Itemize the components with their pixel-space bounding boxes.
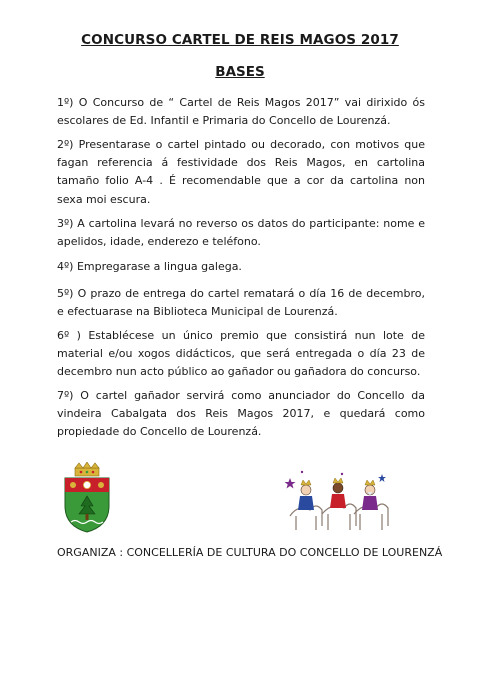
document-title: CONCURSO CARTEL DE REIS MAGOS 2017 — [81, 32, 399, 48]
rule-6: 6º ) Establécese un único premio que consistirá nun lote de material e/ou xogos didácticos, que será entregada o día 23 de decembro nun acto público ao gañador ou gañadora do concurso. — [57, 329, 425, 379]
rule-3: 3º) A cartolina levará no reverso os datos do participante: nome e apelidos, idade, enderezo e teléfono. — [57, 217, 425, 249]
rule-2: 2º) Presentarase o cartel pintado ou decorado, con motivos que fagan referencia á festividade dos Reis Magos, en cartolina tamaño folio A-4 . É recomendable que a cor da cartolina non sexa moi escura. — [57, 138, 425, 206]
organizer-note: ORGANIZA : CONCELLERÍA DE CULTURA DO CONCELLO DE LOURENZÁ — [57, 546, 443, 559]
three-kings-illustration — [282, 468, 390, 534]
rule-1: 1º) O Concurso de “ Cartel de Reis Magos 2017” vai dirixido ós escolares de Ed. Infantil e Primaria do Concello de Lourenzá. — [57, 96, 425, 128]
coat-of-arms-icon — [57, 462, 117, 534]
document-subtitle: BASES — [215, 64, 265, 80]
rule-5: 5º) O prazo de entrega do cartel rematará o día 16 de decembro, e efectuarase na Biblioteca Municipal de Lourenzá. — [57, 287, 425, 319]
rule-7: 7º) O cartel gañador servirá como anunciador do Concello da vindeira Cabalgata dos Reis Magos 2017, e quedará como propiedade do Concello de Lourenzá. — [57, 389, 425, 439]
rule-4: 4º) Empregarase a lingua galega. — [57, 260, 242, 273]
